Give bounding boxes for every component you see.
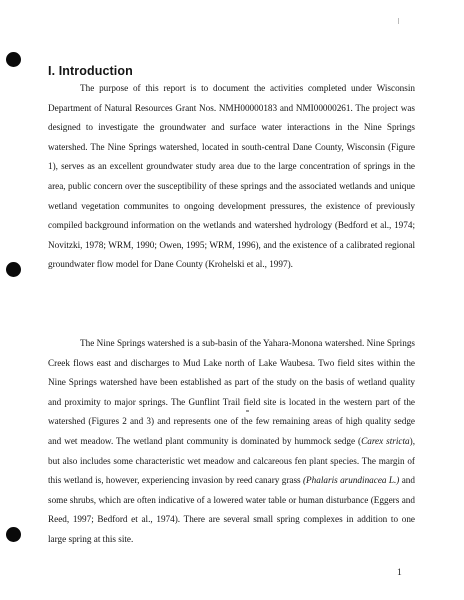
punch-hole-icon xyxy=(6,527,21,542)
scan-mark xyxy=(398,18,399,24)
page-number: 1 xyxy=(397,568,402,578)
punch-hole-icon xyxy=(6,262,21,277)
text-run: The Nine Springs watershed is a sub-basin of the Yahara-Monona watershed. Nine Springs Creek flows east and discharges to Mud Lake north of Lake Waubesa. Two field sites within the Nine Springs watershed have been established as part of the study on the basis of wetland quality and proximity to major springs. The Gunflint Trail field site is located in the western part of the watershed (Figures 2 and 3) and represents one of the few remaining areas of high quality sedge and wet meadow. The wetland plant community is dominated by hummock sedge ( xyxy=(48,338,415,446)
text-run: The purpose of this report is to document the activities completed under Wisconsin Department of Natural Resources Grant Nos. NMH00000183 and NMI00000261. The project was designed to investigate the groundwater and surface water interactions in the Nine Springs watershed. The Nine Springs watershed, located in south-central Dane County, Wisconsin (Figure 1), serves as an excellent groundwater study area due to the large concentration of springs in the area, public concern over the susceptibility of these springs and the associated wetlands and unique wetland vegetation communites to ongoing development pressures, the existence of previously compiled background information on the wetlands and watershed hydrology (Bedford et al., 1974; Novitzki, 1978; WRM, 1990; Owen, 1995; WRM, 1996), and the existence of a calibrated regional groundwater flow model for Dane County (Krohelski et al., 1997). xyxy=(48,83,415,270)
paragraph-1 xyxy=(48,79,415,275)
text-run: and some shrubs, which are often indicative of a lowered water table or human disturbance (Eggers and Reed, 1997; Bedford et al., 1974). There are several small spring complexes in addition to one large spring at this site. xyxy=(48,475,415,544)
paragraph-2 xyxy=(48,334,415,550)
punch-hole-icon xyxy=(6,52,21,67)
section-heading: I. Introduction xyxy=(48,64,133,78)
italic-text-run: Carex stricta xyxy=(361,435,410,446)
text-run: ), but also includes some characteristic wet meadow and calcareous fen plant species. The margin of this wetland is, however, experiencing invasion by reed canary grass xyxy=(48,435,416,486)
italic-text-run: (Phalaris arundinacea L.) xyxy=(303,475,400,486)
